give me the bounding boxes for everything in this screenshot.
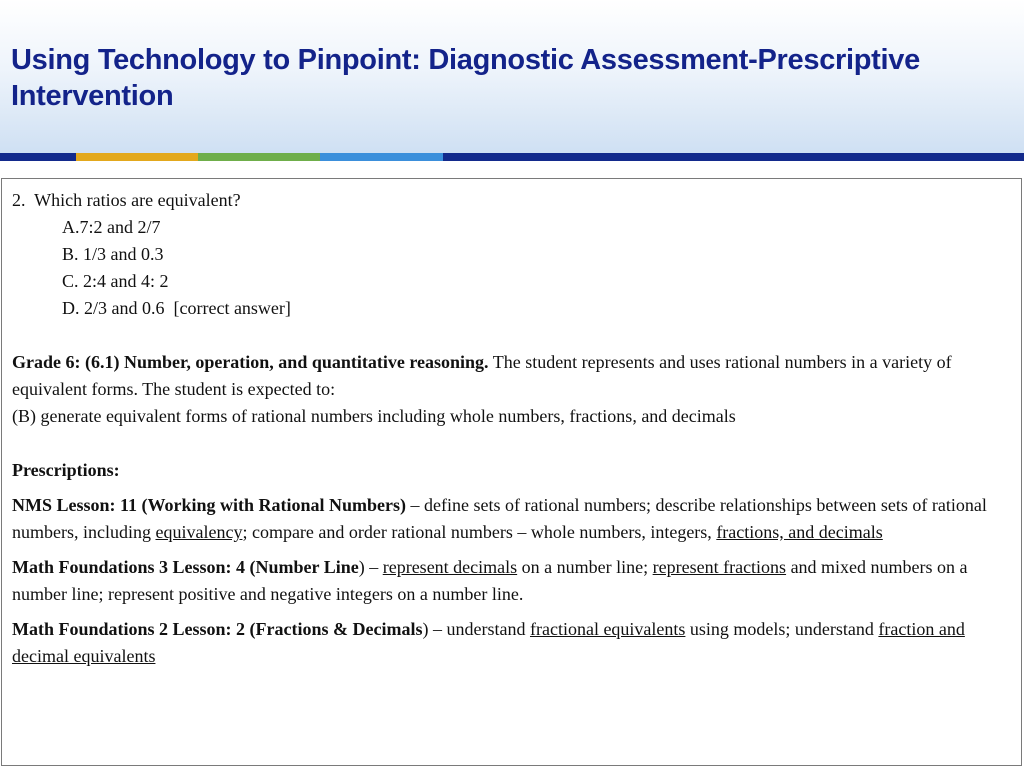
mf3-lesson-label: Math Foundations 3 Lesson: 4 (Number Line xyxy=(12,557,359,577)
link-fractional-equivalents[interactable]: fractional equivalents xyxy=(529,619,686,639)
question-stem: 2. Which ratios are equivalent? xyxy=(12,190,241,210)
header-stripe-navy-right xyxy=(443,153,1024,161)
standard-body: The student represents and uses rational numbers in a variety of equivalent forms. The student is expected to: xyxy=(12,352,952,399)
option-d: D. 2/3 and 0.6 [correct answer] xyxy=(62,298,291,318)
link-fraction-and-decimal-equivalents[interactable]: fraction and decimal equivalents xyxy=(12,619,965,666)
prescription-mf3: Math Foundations 3 Lesson: 4 (Number Line) – represent decimals on a number line; represent fractions and mixed numbers on a number line; represent positive and negative integers on a number line. xyxy=(12,557,968,604)
slide-title: Using Technology to Pinpoint: Diagnostic Assessment-Prescriptive Intervention xyxy=(11,44,920,112)
link-represent-fractions[interactable]: represent fractions xyxy=(652,557,787,577)
link-fractions-and-decimals[interactable]: fractions, and decimals xyxy=(716,522,883,542)
header-stripe-gold xyxy=(76,153,198,161)
prescription-mf2: Math Foundations 2 Lesson: 2 (Fractions & Decimals) – understand fractional equivalents using models; understand fraction and decimal equivalents xyxy=(12,619,965,666)
header-stripe-green xyxy=(198,153,320,161)
prescriptions-heading: Prescriptions: xyxy=(12,460,120,480)
header-stripe-navy-left xyxy=(0,153,76,161)
content-text xyxy=(12,187,1012,670)
option-b: B. 1/3 and 0.3 xyxy=(62,244,164,264)
header-stripe-blue xyxy=(320,153,443,161)
slide-header xyxy=(0,0,1024,153)
nms-lesson-label: NMS Lesson: 11 (Working with Rational Numbers) xyxy=(12,495,407,515)
content-box xyxy=(1,178,1022,766)
link-equivalency[interactable]: equivalency xyxy=(155,522,243,542)
mf2-lesson-label: Math Foundations 2 Lesson: 2 (Fractions & Decimals xyxy=(12,619,423,639)
link-represent-decimals[interactable]: represent decimals xyxy=(382,557,518,577)
option-c: C. 2:4 and 4: 2 xyxy=(62,271,169,291)
standard-item-b: (B) generate equivalent forms of rational numbers including whole numbers, fractions, and decimals xyxy=(12,406,736,426)
standard-paragraph xyxy=(12,349,1012,403)
standard-heading: Grade 6: (6.1) Number, operation, and quantitative reasoning. xyxy=(12,352,489,372)
prescription-nms: NMS Lesson: 11 (Working with Rational Numbers) – define sets of rational numbers; describe relationships between sets of rational numbers, including equivalency; compare and order rational numbers – whole numbers, integers, fractions, and decimals xyxy=(12,495,987,542)
option-a: A.7:2 and 2/7 xyxy=(62,217,161,237)
